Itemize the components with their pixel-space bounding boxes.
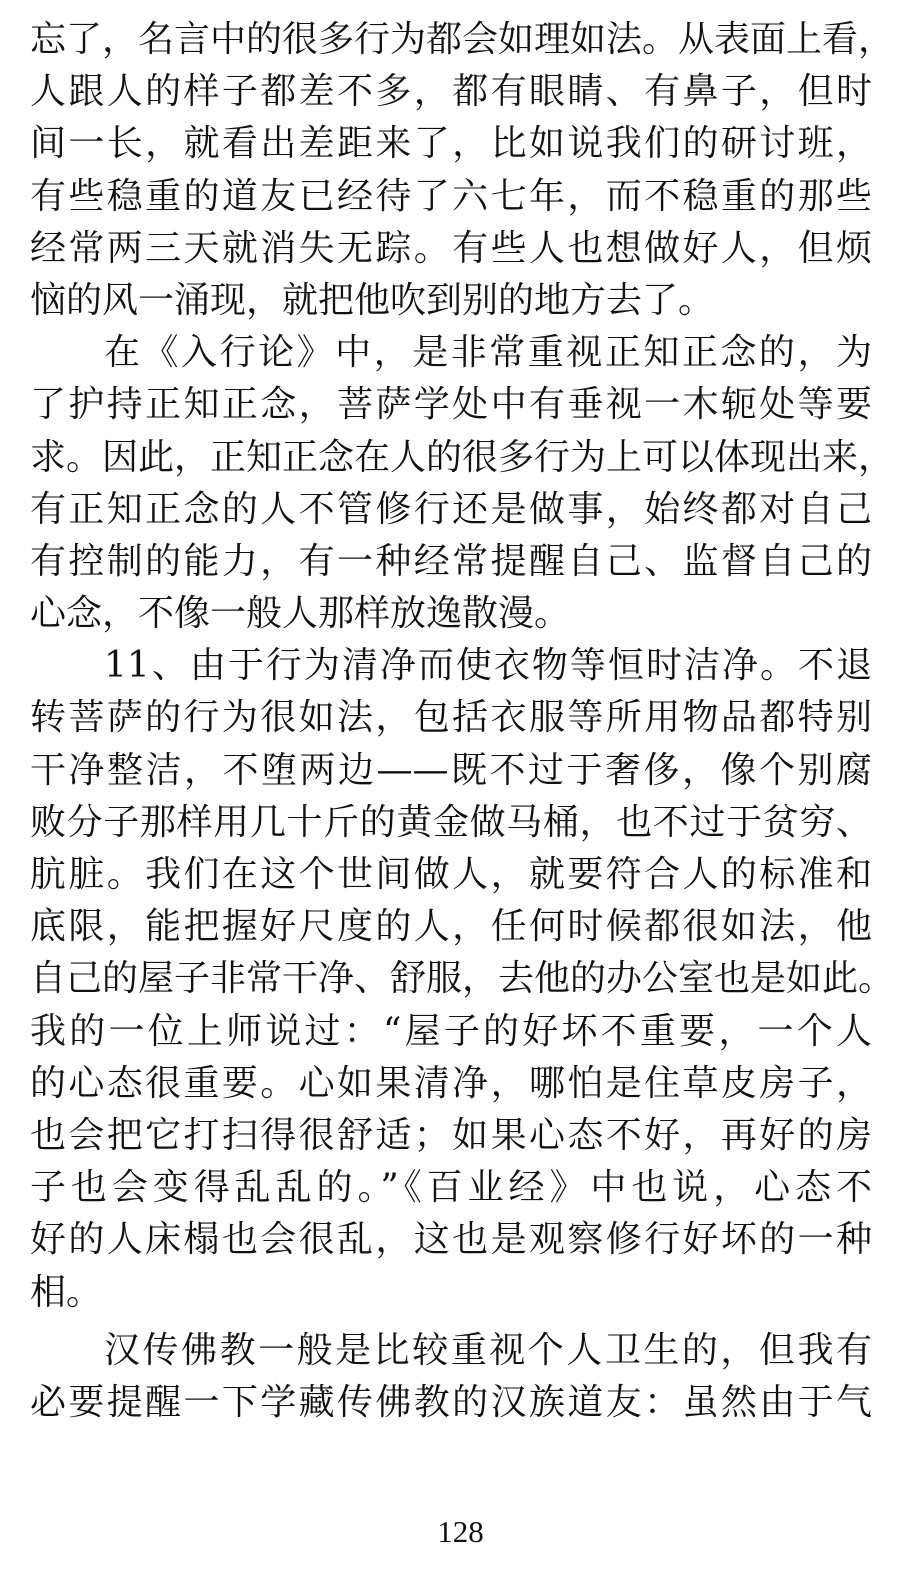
text-line: 败分子那样用几十斤的黄金做马桶，也不过于贫穷、 xyxy=(30,801,872,843)
text-line: 经常两三天就消失无踪。有些人也想做好人，但烦 xyxy=(30,227,872,269)
text-line: 自己的屋子非常干净、舒服，去他的办公室也是如此。 xyxy=(30,958,895,1000)
text-line: 人跟人的样子都差不多，都有眼睛、有鼻子，但时 xyxy=(30,71,872,113)
text-line: 底限，能把握好尺度的人，任何时候都很如法，他 xyxy=(30,906,872,948)
text-line: 好的人床榻也会很乱，这也是观察修行好坏的一种 xyxy=(30,1219,872,1261)
text-line: 必要提醒一下学藏传佛教的汉族道友：虽然由于气 xyxy=(30,1381,872,1423)
text-line: 有控制的能力，有一种经常提醒自己、监督自己的 xyxy=(30,540,872,582)
text-line: 心念，不像一般人那样放逸散漫。 xyxy=(30,593,571,635)
text-line: 有些稳重的道友已经待了六七年，而不稳重的那些 xyxy=(30,175,872,217)
text-line: 也会把它打扫得很舒适；如果心态不好，再好的房 xyxy=(30,1114,872,1156)
text-line: 子也会变得乱乱的。”《百业经》中也说，心态不 xyxy=(30,1167,872,1209)
text-line: 在《入行论》中，是非常重视正知正念的，为 xyxy=(104,332,872,374)
text-line: 求。因此，正知正念在人的很多行为上可以体现出来， xyxy=(30,436,895,478)
text-line: 有正知正念的人不管修行还是做事，始终都对自己 xyxy=(30,488,872,530)
text-line: 汉传佛教一般是比较重视个人卫生的，但我有 xyxy=(104,1329,872,1371)
page-number: 128 xyxy=(437,1514,484,1549)
text-line: 了护持正知正念，菩萨学处中有垂视一木轭处等要 xyxy=(30,384,872,426)
text-line: 相。 xyxy=(30,1271,103,1313)
text-line: 忘了，名言中的很多行为都会如理如法。从表面上看， xyxy=(30,19,895,60)
text-line: 11、由于行为清净而使衣物等恒时洁净。不退 xyxy=(104,645,872,687)
text-line: 转菩萨的行为很如法，包括衣服等所用物品都特别 xyxy=(30,697,872,739)
text-line: 恼的风一涌现，就把他吹到别的地方去了。 xyxy=(30,279,715,321)
text-line: 肮脏。我们在这个世间做人，就要符合人的标准和 xyxy=(30,854,872,895)
text-line: 我的一位上师说过：“屋子的好坏不重要，一个人 xyxy=(30,1010,872,1052)
body-text xyxy=(30,14,895,1429)
text-line: 的心态很重要。心如果清净，哪怕是住草皮房子， xyxy=(30,1062,872,1104)
text-line: 间一长，就看出差距来了，比如说我们的研讨班， xyxy=(30,123,872,165)
text-line: 干净整洁，不堕两边——既不过于奢侈，像个别腐 xyxy=(30,749,872,791)
